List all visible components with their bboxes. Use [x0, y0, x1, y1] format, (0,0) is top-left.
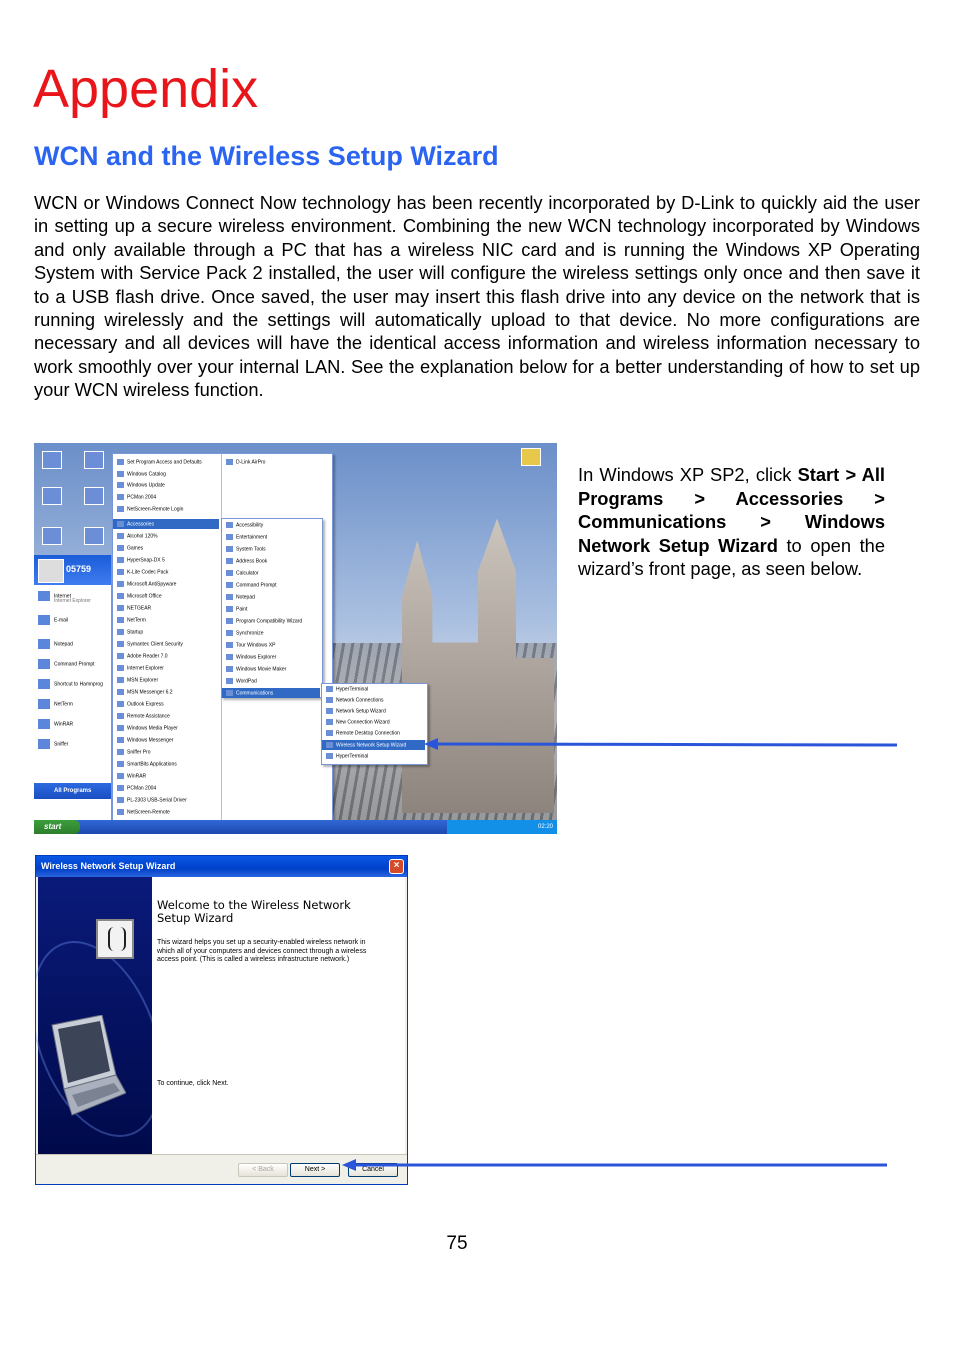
cancel-button[interactable]: Cancel [348, 1163, 398, 1177]
menu-item-dlink-airpro[interactable]: D-Link AirPro [226, 459, 265, 465]
instruction-text [578, 463, 885, 581]
menu-item[interactable]: NETGEAR [117, 605, 151, 611]
driverinfo-icon[interactable] [84, 451, 104, 469]
page-number: 75 [446, 1233, 468, 1254]
menu-item[interactable]: Alcohol 120% [117, 533, 158, 539]
folder-icon[interactable] [521, 448, 541, 466]
recent-item[interactable]: NetTerm [38, 699, 73, 709]
menu-item[interactable]: Tour Windows XP [226, 642, 275, 648]
instruction-path: Start > All Programs > Accessories > Communications > Windows Network Setup Wizard [578, 464, 885, 556]
back-button[interactable]: < Back [238, 1163, 288, 1177]
menu-item[interactable]: HyperSnap-DX 5 [117, 557, 165, 563]
menu-item[interactable]: Set Program Access and Defaults [117, 459, 202, 465]
pointer-arrow-next [338, 1157, 890, 1173]
tray-clock: 02:20 [537, 824, 553, 830]
programs-menu [112, 453, 222, 834]
instruction-suffix: to open the wizard’s front page, as seen below. [578, 534, 885, 580]
wireless-logo-icon [96, 919, 134, 959]
wizard-continue-text: To continue, click Next. [157, 1080, 229, 1087]
menu-item[interactable]: Adobe Reader 7.0 [117, 653, 168, 659]
page-title: Appendix [33, 59, 259, 119]
menu-item[interactable]: NetScreen-Remote [117, 809, 170, 815]
menu-item[interactable]: PL-2303 USB-Serial Driver [117, 797, 187, 803]
menu-item[interactable]: Windows Update [117, 482, 165, 488]
recycle-bin-icon[interactable] [42, 527, 62, 545]
menu-item-communications[interactable]: Communications [226, 690, 273, 696]
menu-item-accessories[interactable]: Accessories [117, 521, 154, 527]
pinned-internet[interactable]: Internet [38, 591, 71, 601]
menu-item[interactable]: Windows Catalog [117, 471, 166, 477]
start-menu-panel [34, 555, 112, 822]
menu-item[interactable]: Paint [226, 606, 247, 612]
hotdesktop-icon[interactable] [84, 527, 104, 545]
menu-item[interactable]: Network Setup Wizard [326, 708, 386, 714]
wizard-heading: Welcome to the Wireless Network Setup Wizard [157, 898, 351, 925]
intro-paragraph: WCN or Windows Connect Now technology has been recently incorporated by D-Link to quickly aid the user in setting up a secure wireless environment. Combining the new WCN technology incorporated by Windows and only available through a PC that has a wireless NIC card and is running the Windows XP Operating System with Service Pack 2 installed, the user will configure the wireless settings only once and then save it to a USB flash drive. Once saved, the user may insert this flash drive into any device on the network that is running wirelessly and the settings will automatically upload to that device. No more configurations are necessary and all devices will have the identical access information and wireless information necessary to work smoothly over your internal LAN. See the explanation below for a better understanding of how to set up your WCN wireless function. [34, 192, 920, 401]
menu-item-wireless-network-setup-wizard[interactable]: Wireless Network Setup Wizard [326, 742, 406, 748]
menu-item[interactable]: Remote Assistance [117, 713, 170, 719]
section-heading: WCN and the Wireless Setup Wizard [34, 141, 499, 171]
menu-item[interactable]: Outlook Express [117, 701, 164, 707]
menu-item[interactable]: Address Book [226, 558, 267, 564]
recent-item[interactable]: Notepad [38, 639, 73, 649]
menu-item[interactable]: Accessibility [226, 522, 263, 528]
instruction-prefix: In Windows XP SP2, click [578, 464, 798, 485]
avatar [38, 559, 64, 583]
communications-submenu [321, 683, 428, 765]
network-places-icon[interactable] [42, 487, 62, 505]
menu-item[interactable]: Microsoft AntiSpyware [117, 581, 176, 587]
system-tray [447, 820, 557, 834]
menu-item[interactable]: Windows Explorer [226, 654, 276, 660]
menu-item[interactable]: Program Compatibility Wizard [226, 618, 302, 624]
menu-item[interactable]: Sniffer Pro [117, 749, 151, 755]
menu-item[interactable]: PCMan 2004 [117, 494, 156, 500]
menu-item[interactable]: SmartBits Applications [117, 761, 177, 767]
menu-item[interactable]: PCMan 2004 [117, 785, 156, 791]
start-menu-screenshot [34, 443, 557, 834]
menu-item[interactable]: HyperTerminal [326, 686, 368, 692]
menu-item[interactable]: MSN Explorer [117, 677, 158, 683]
close-button[interactable]: × [389, 859, 404, 874]
window-title: Wireless Network Setup Wizard [36, 856, 408, 877]
recent-item[interactable]: Shortcut to Hamnprog [38, 679, 103, 689]
menu-item[interactable]: Synchronize [226, 630, 264, 636]
start-button[interactable]: start [34, 820, 80, 834]
menu-item[interactable]: Internet Explorer [117, 665, 164, 671]
pinned-internet-sub: Internet Explorer [54, 598, 91, 604]
user-name: 05759 [66, 564, 92, 574]
menu-item[interactable]: Windows Messenger [117, 737, 173, 743]
menu-item[interactable]: Windows Media Player [117, 725, 178, 731]
recent-item[interactable]: WinRAR [38, 719, 73, 729]
menu-item[interactable]: HyperTerminal [326, 753, 368, 759]
pointer-arrow-menu [420, 736, 900, 752]
wizard-window [35, 855, 408, 1185]
recent-item[interactable]: Command Prompt [38, 659, 95, 669]
menu-item[interactable]: Symantec Client Security [117, 641, 183, 647]
menu-item[interactable]: System Tools [226, 546, 266, 552]
menu-item[interactable]: Entertainment [226, 534, 267, 540]
menu-item[interactable]: NetTerm [117, 617, 146, 623]
menu-item[interactable]: Calculator [226, 570, 259, 576]
accessories-submenu [221, 518, 323, 698]
all-programs-button[interactable]: All Programs [34, 783, 111, 799]
laptop-icon [42, 1015, 126, 1125]
wizard-description: This wizard helps you set up a security-enabled wireless network in which all of your computers and devices connect through a wireless access point. (This is called a wireless infrastructure network.) [157, 939, 367, 964]
next-button[interactable]: Next > [290, 1163, 340, 1177]
menu-item[interactable]: Microsoft Office [117, 593, 162, 599]
menu-item[interactable]: WinRAR [117, 773, 146, 779]
menu-item[interactable]: NetScreen-Remote Login [117, 506, 183, 512]
wizard-banner [38, 877, 152, 1154]
wizard-content [152, 877, 405, 1154]
menu-item[interactable]: Startup [117, 629, 143, 635]
menu-item[interactable]: MSN Messenger 6.2 [117, 689, 173, 695]
menu-item[interactable]: Remote Desktop Connection [326, 730, 400, 736]
menu-item[interactable]: New Connection Wizard [326, 719, 390, 725]
menu-item[interactable]: K-Lite Codec Pack [117, 569, 168, 575]
recent-item[interactable]: Sniffer [38, 739, 68, 749]
menu-item[interactable]: Command Prompt [226, 582, 277, 588]
menu-item[interactable]: Games [117, 545, 143, 551]
my-computer-icon[interactable] [42, 451, 62, 469]
start-menu-user [34, 555, 111, 585]
snowballets-icon[interactable] [84, 487, 104, 505]
menu-item[interactable]: WordPad [226, 678, 257, 684]
menu-item[interactable]: Notepad [226, 594, 255, 600]
menu-item[interactable]: Windows Movie Maker [226, 666, 286, 672]
pinned-email[interactable]: E-mail [38, 615, 68, 625]
menu-item[interactable]: Network Connections [326, 697, 384, 703]
